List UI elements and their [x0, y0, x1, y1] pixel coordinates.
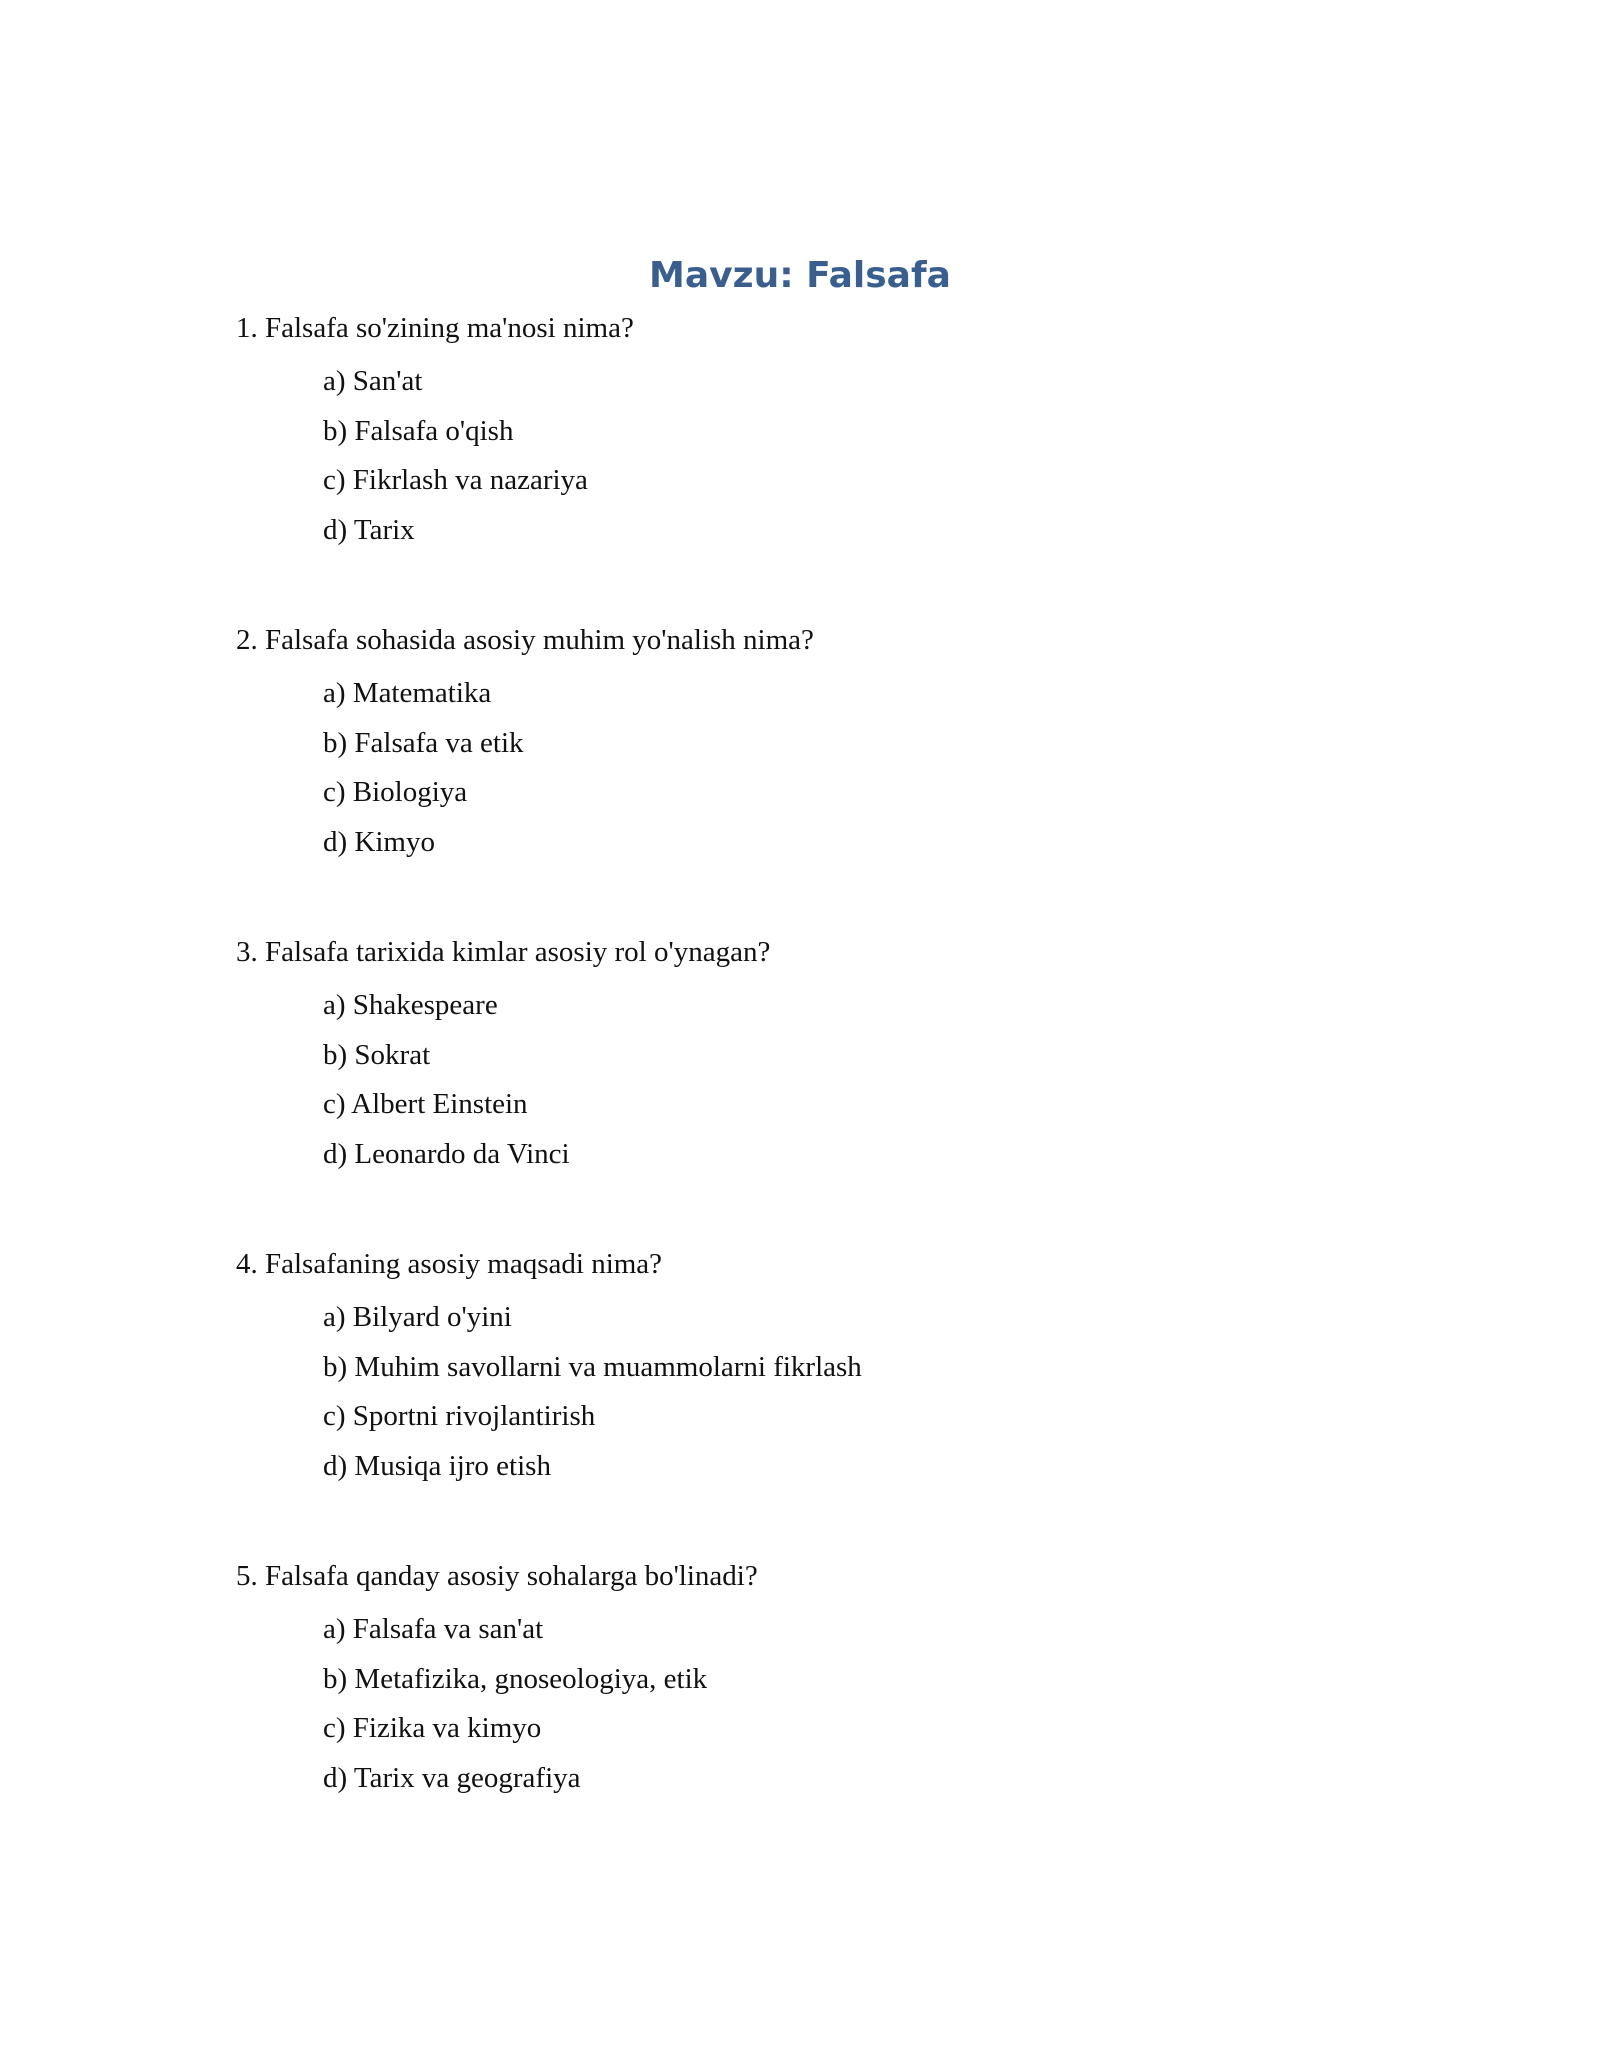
question-text: 3. Falsafa tarixida kimlar asosiy rol o'ynagan? — [236, 936, 771, 968]
option-d: d) Tarix va geografiya — [323, 1761, 581, 1794]
option-a: a) Bilyard o'yini — [323, 1301, 512, 1333]
option-c: c) Albert Einstein — [323, 1088, 528, 1120]
option-c: c) Fikrlash va nazariya — [323, 464, 588, 496]
option-list — [236, 981, 1436, 1179]
option-d: d) Musiqa ijro etish — [323, 1449, 551, 1482]
option-a: a) San'at — [323, 365, 423, 397]
option-a: a) Matematika — [323, 677, 492, 709]
question-2 — [236, 618, 1436, 867]
option-c: c) Fizika va kimyo — [323, 1712, 542, 1744]
option-b: b) Sokrat — [323, 1038, 431, 1071]
question-4 — [236, 1242, 1436, 1491]
question-5 — [236, 1554, 1436, 1803]
option-b: b) Muhim savollarni va muammolarni fikrlash — [323, 1350, 862, 1383]
question-text: 4. Falsafaning asosiy maqsadi nima? — [236, 1248, 663, 1280]
option-b: b) Falsafa va etik — [323, 726, 524, 759]
document-title: Mavzu: Falsafa — [649, 255, 951, 296]
option-a: a) Shakespeare — [323, 989, 498, 1021]
option-list — [236, 357, 1436, 555]
option-a: a) Falsafa va san'at — [323, 1613, 544, 1645]
question-list — [236, 306, 1436, 1866]
option-list — [236, 669, 1436, 867]
option-list — [236, 1605, 1436, 1803]
option-d: d) Leonardo da Vinci — [323, 1137, 570, 1170]
question-3 — [236, 930, 1436, 1179]
option-c: c) Biologiya — [323, 776, 468, 808]
question-text: 1. Falsafa so'zining ma'nosi nima? — [236, 312, 634, 344]
option-d: d) Kimyo — [323, 825, 435, 858]
option-b: b) Metafizika, gnoseologiya, etik — [323, 1662, 708, 1695]
option-list — [236, 1293, 1436, 1491]
option-b: b) Falsafa o'qish — [323, 414, 514, 447]
option-d: d) Tarix — [323, 513, 415, 546]
question-text: 2. Falsafa sohasida asosiy muhim yo'nalish nima? — [236, 624, 814, 656]
option-c: c) Sportni rivojlantirish — [323, 1400, 596, 1432]
question-1 — [236, 306, 1436, 555]
question-text: 5. Falsafa qanday asosiy sohalarga bo'linadi? — [236, 1560, 758, 1592]
